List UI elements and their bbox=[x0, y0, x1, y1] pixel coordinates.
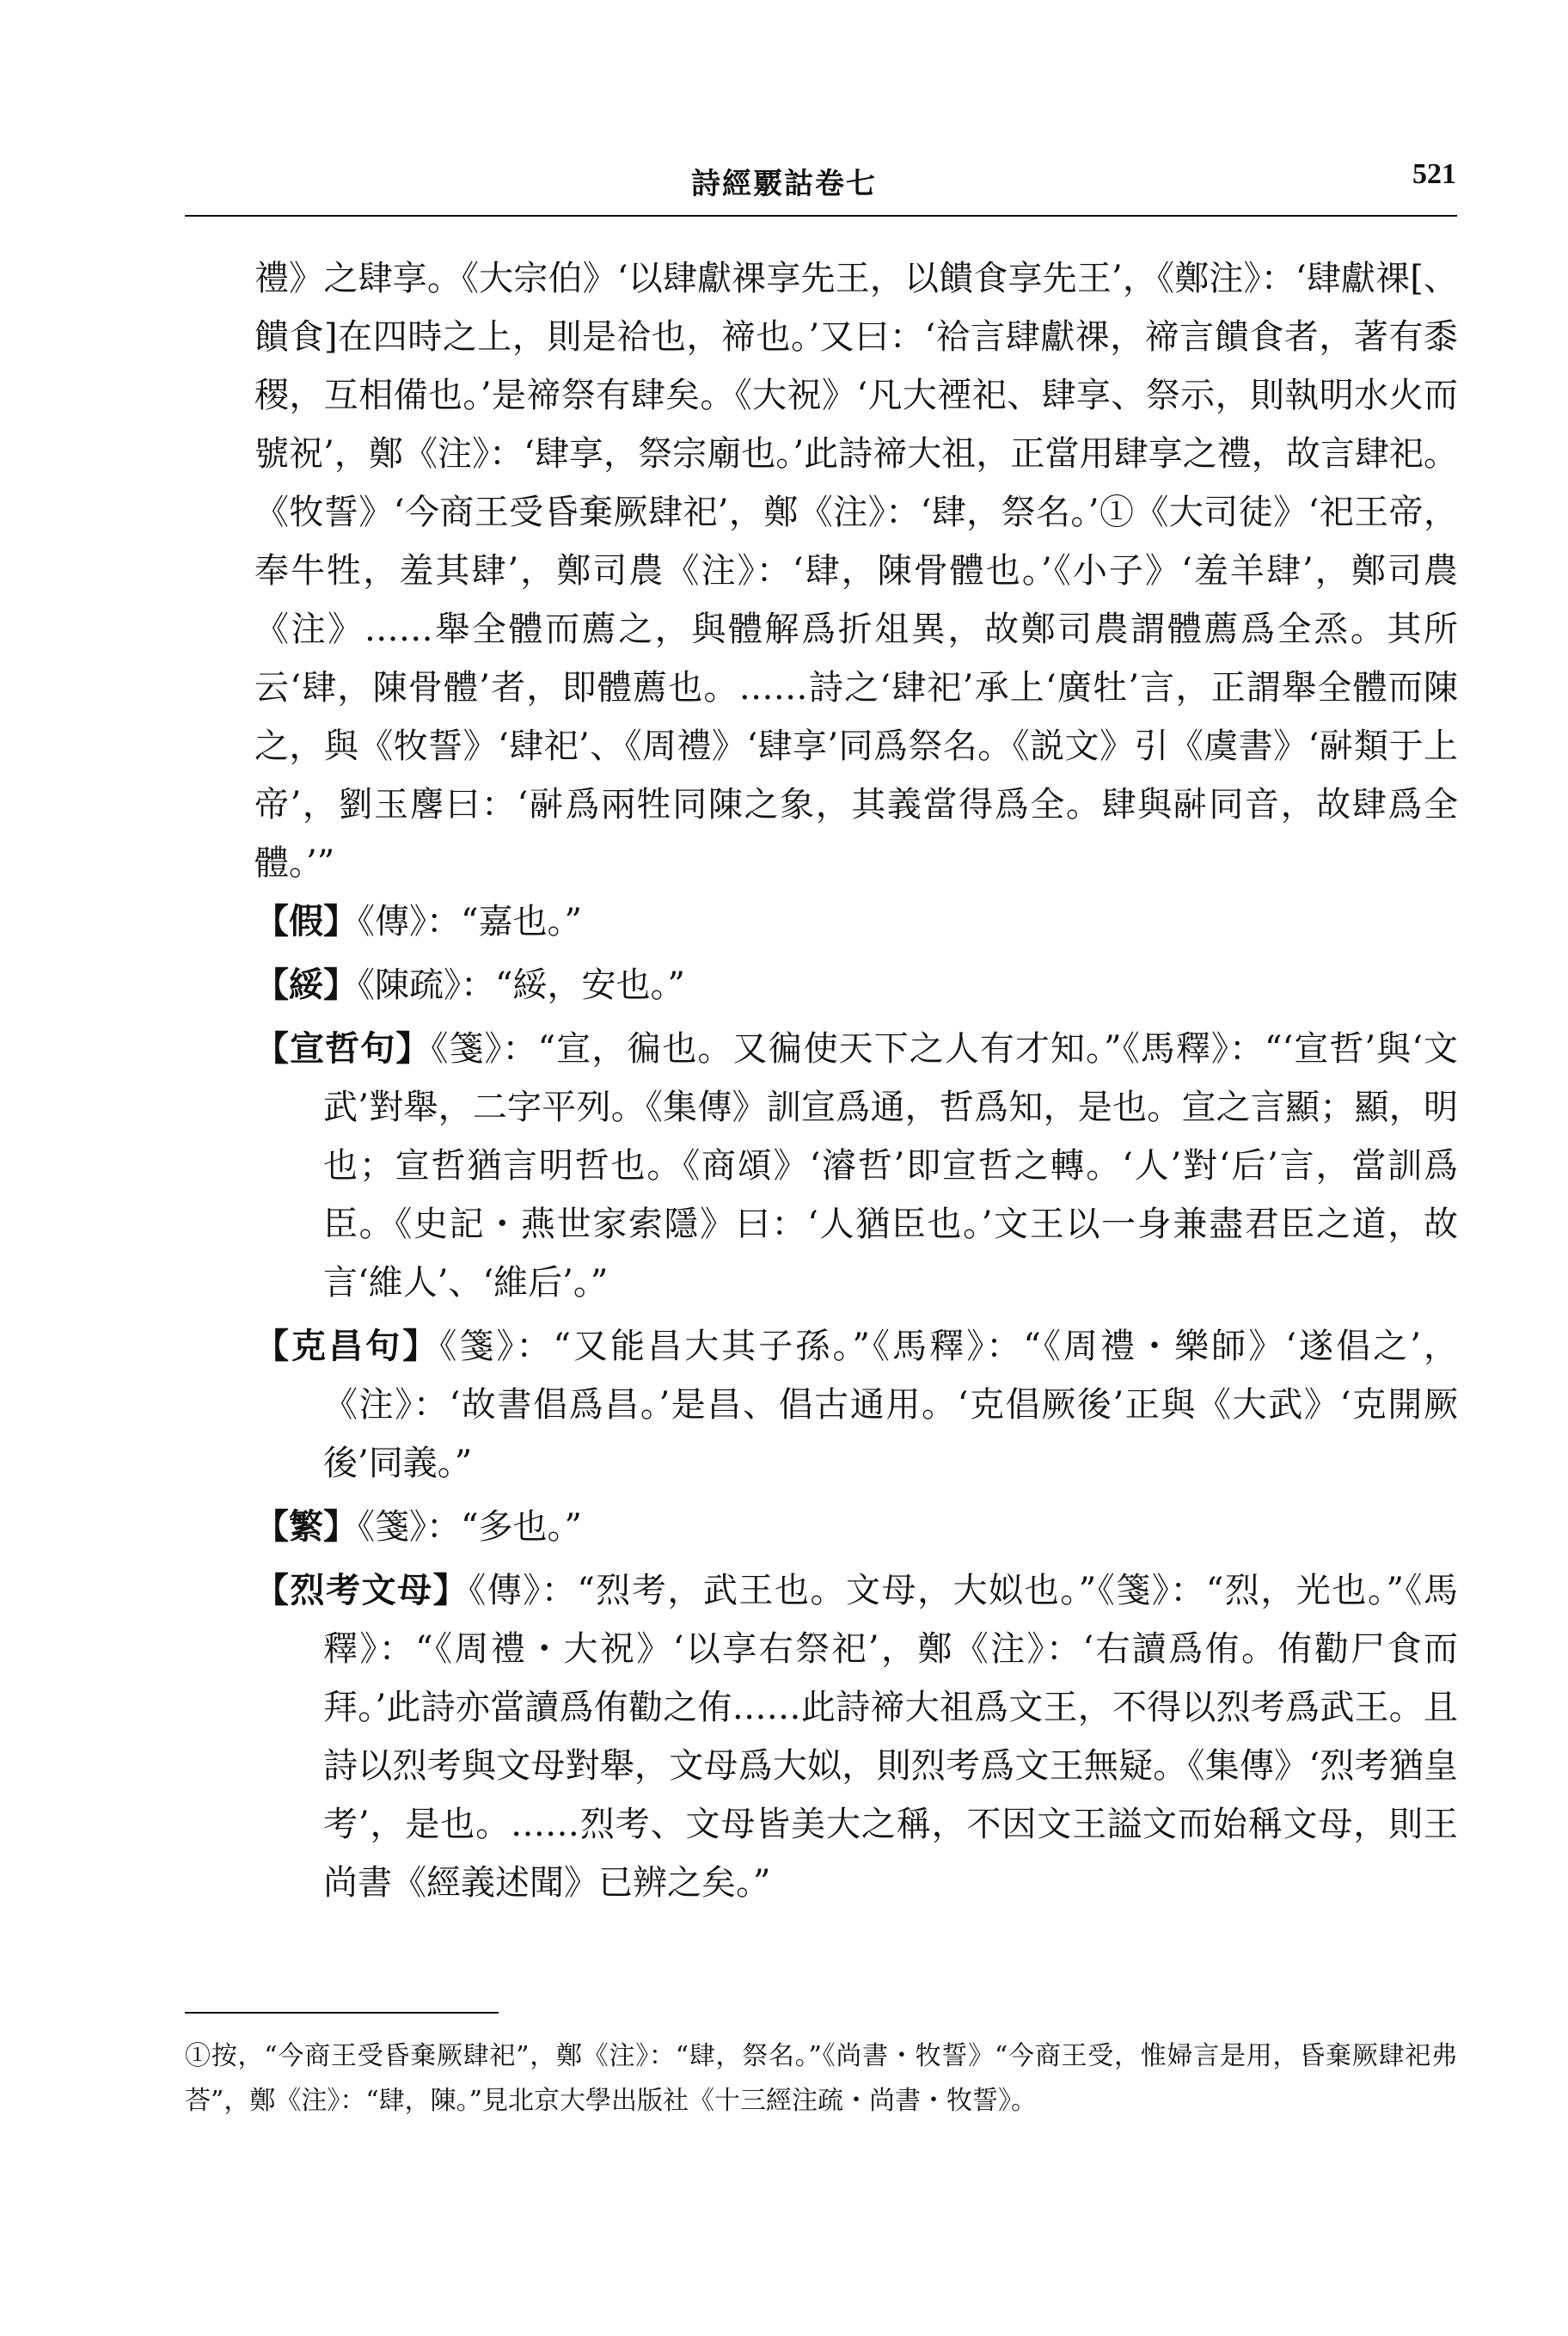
entry-label: 【綏】 bbox=[254, 965, 358, 1005]
entry-text: 《傳》：“嘉也。” bbox=[358, 902, 582, 941]
entry-fan bbox=[254, 1498, 1458, 1556]
entry-text: 《箋》：“又能昌大其子孫。”《馬釋》：“《周禮・樂師》‘遂倡之’，《注》：‘故書倡爲昌。’是昌、倡古通用。‘克倡厥後’正與《大武》‘克開厥後’同義。” bbox=[323, 1327, 1459, 1483]
entry-label: 【宣哲句】 bbox=[254, 1028, 432, 1069]
entry-xuanzhe bbox=[254, 1020, 1458, 1312]
footnote-rule bbox=[185, 2012, 499, 2014]
continuation-paragraph: 禮》之肆享。《大宗伯》‘以肆獻祼享先王，以饋食享先王’，《鄭注》：‘肆獻祼[、饋食]在四時之上，則是祫也，禘也。’又曰：‘祫言肆獻祼，禘言饋食者，著有黍稷，互相備也。’是禘祭有肆矣。《大祝》‘凡大禋祀、肆享、祭示，則執明水火而號祝’，鄭《注》：‘肆享，祭宗廟也。’此詩禘大祖，正當用肆享之禮，故言肆祀。《牧誓》‘今商王受昏棄厥肆祀’，鄭《注》：‘肆，祭名。’①《大司徒》‘祀王帝，奉牛牲，羞其肆’，鄭司農《注》：‘肆，陳骨體也。’《小子》‘羞羊肆’，鄭司農《注》……舉全體而薦之，與體解爲折俎異，故鄭司農謂體薦爲全烝。其所云‘肆，陳骨體’者，即體薦也。……詩之‘肆祀’承上‘廣牡’言，正謂舉全體而陳之，與《牧誓》‘肆祀’、《周禮》‘肆享’同爲祭名。《説文》引《虞書》‘𩰫類于上帝’，劉玉麐曰：‘𩰫爲兩牲同陳之象，其義當得爲全。肆與𩰫同音，故肆爲全體。’” bbox=[254, 259, 1458, 883]
entry-kechang bbox=[254, 1317, 1458, 1493]
entry-text: 《陳疏》：“綏，安也。” bbox=[358, 966, 685, 1005]
entry-text: 《箋》：“多也。” bbox=[358, 1507, 582, 1547]
entry-label: 【假】 bbox=[254, 901, 358, 941]
running-header-title: 詩經覈詁卷七 bbox=[691, 167, 877, 201]
entry-label: 【烈考文母】 bbox=[254, 1570, 469, 1610]
entry-sui bbox=[254, 956, 1458, 1015]
entry-liekao-wenmu bbox=[254, 1561, 1458, 1912]
header-rule bbox=[185, 215, 1457, 217]
page-number: 521 bbox=[1412, 158, 1456, 190]
entry-jia bbox=[254, 892, 1458, 951]
entry-text: 《傳》：“烈考，武王也。文母，大姒也。”《箋》：“烈，光也。”《馬釋》：“《周禮・大祝》‘以享右祭祀’，鄭《注》：‘右讀爲侑。侑勸尸食而拜。’此詩亦當讀爲侑勸之侑……此詩禘大祖爲文王，不得以烈考爲武王。且詩以烈考與文母對舉，文母爲大姒，則烈考爲文王無疑。《集傳》‘烈考猶皇考’，是也。……烈考、文母皆美大之稱，不因文王謚文而始稱文母，則王尚書《經義述聞》已辨之矣。” bbox=[323, 1571, 1459, 1903]
entry-label: 【克昌句】 bbox=[254, 1326, 440, 1366]
entry-label: 【繁】 bbox=[254, 1506, 358, 1547]
main-text bbox=[254, 249, 1458, 1917]
entry-text: 《箋》：“宣，徧也。又徧使天下之人有才知。”《馬釋》：“‘宣哲’與‘文武’對舉，二字平列。《集傳》訓宣爲通，哲爲知，是也。宣之言顯；顯，明也；宣哲猶言明哲也。《商頌》‘濬哲’即宣哲之轉。‘人’對‘后’言，當訓爲臣。《史記・燕世家索隱》曰：‘人猶臣也。’文王以一身兼盡君臣之道，故言‘維人’、‘維后’。” bbox=[323, 1029, 1459, 1303]
footnote: ①按，“今商王受昏棄厥肆祀”，鄭《注》：“肆，祭名。”《尚書・牧誓》“今商王受，惟婦言是用，昏棄厥肆祀弗荅”，鄭《注》：“肆，陳。”見北京大學出版社《十三經注疏・尚書・牧誓》。 bbox=[185, 2041, 1457, 2116]
